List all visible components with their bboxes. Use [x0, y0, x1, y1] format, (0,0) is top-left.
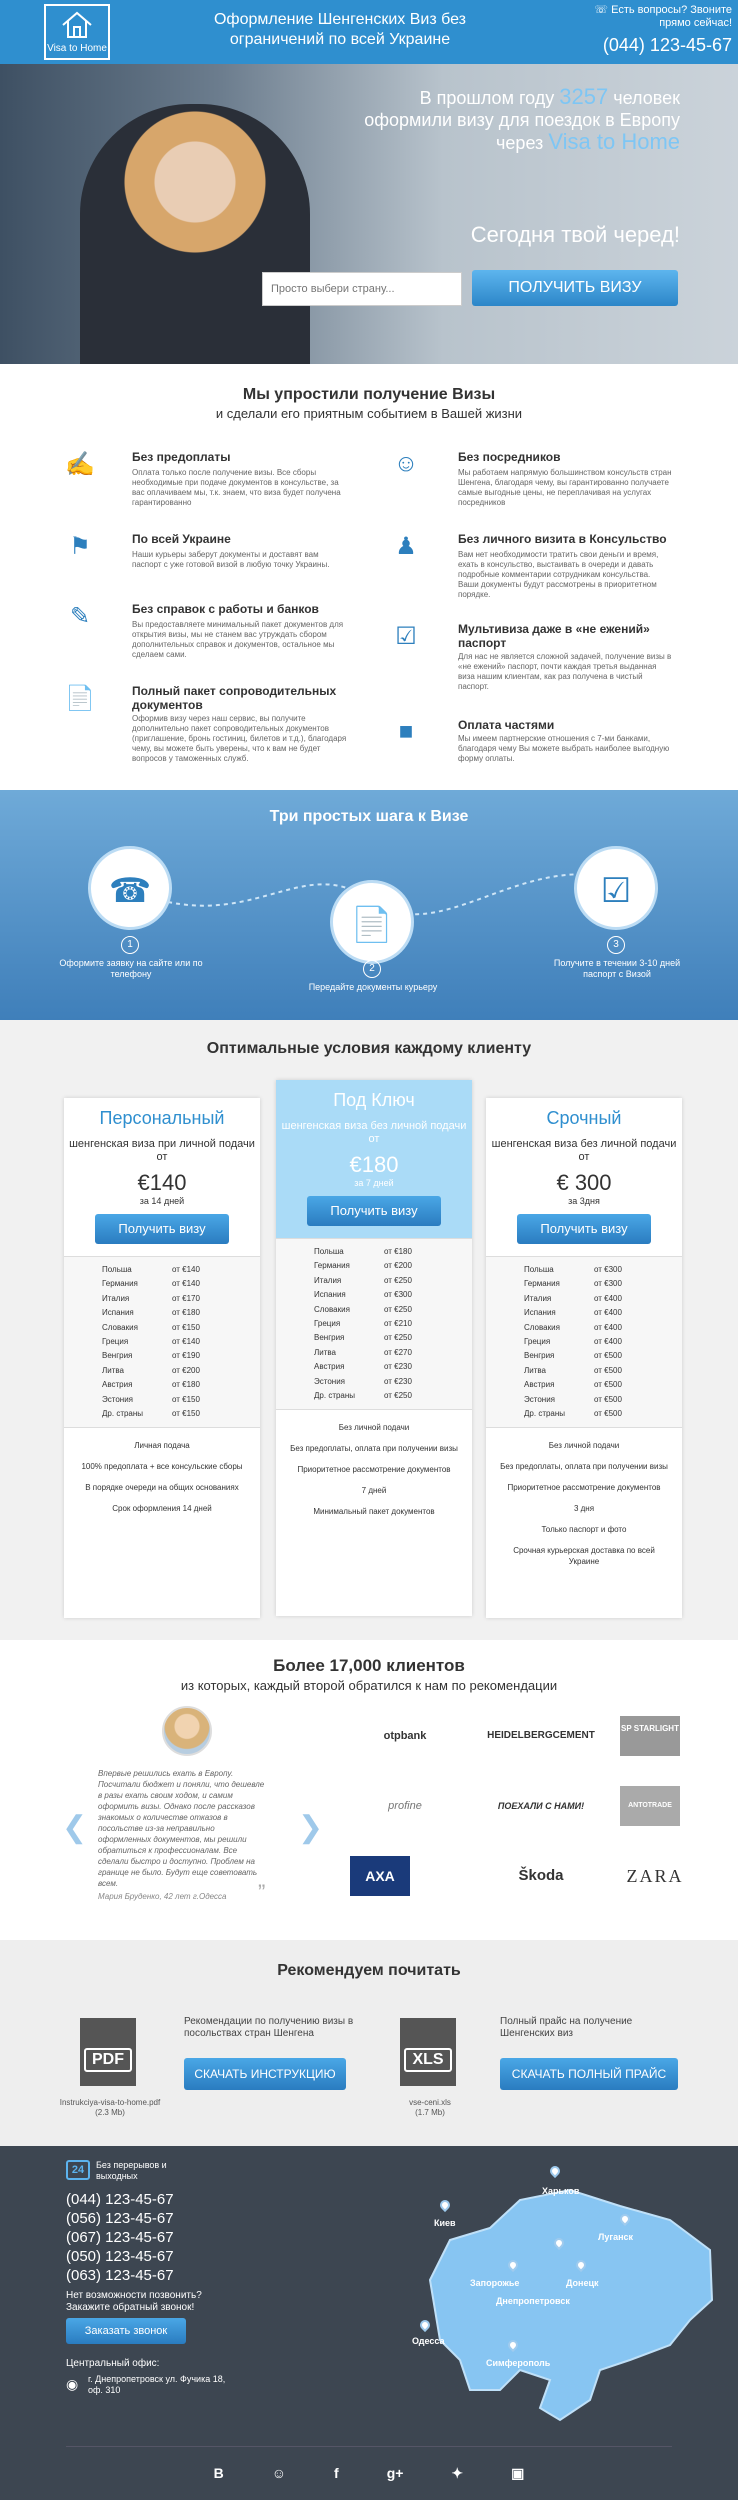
- plan-duration: за 7 дней: [354, 1178, 394, 1188]
- price-row: [524, 1364, 682, 1378]
- price-row: [102, 1407, 260, 1421]
- country-name: Греция: [102, 1337, 129, 1347]
- price-row: [524, 1292, 682, 1306]
- price-row: [102, 1277, 260, 1291]
- price-row: [314, 1259, 472, 1273]
- plan-feature: Без личной подачи: [338, 1423, 410, 1433]
- country-price: от €250: [384, 1304, 412, 1314]
- city-label: Днепропетровск: [496, 2296, 570, 2306]
- country-name: Италия: [524, 1293, 552, 1303]
- country-price: от €500: [594, 1380, 622, 1390]
- instagram-icon[interactable]: ▣: [511, 2464, 525, 2481]
- steps-title: Три простых шага к Визе: [269, 808, 469, 825]
- country-price: от €270: [384, 1347, 412, 1357]
- checkbox-icon: ☑: [395, 623, 417, 650]
- xls-file-icon: [400, 2018, 456, 2086]
- feature-title: Полный пакет сопроводительных документов: [132, 684, 337, 712]
- price-table: [64, 1256, 260, 1428]
- country-price: от €200: [172, 1365, 200, 1375]
- hours-badge: 24: [66, 2160, 90, 2180]
- get-visa-plan-button[interactable]: Получить визу: [517, 1214, 651, 1244]
- phone-small-icon: ☏: [594, 4, 609, 16]
- country-name: Литва: [102, 1365, 124, 1375]
- footer-phone[interactable]: (050) 123-45-67: [66, 2248, 174, 2265]
- hero-line2: оформили визу для поездок в Европу: [364, 110, 680, 130]
- country-price: от €250: [384, 1391, 412, 1401]
- vk-icon[interactable]: B: [213, 2465, 224, 2481]
- price-row: [314, 1331, 472, 1345]
- office-address: г. Днепропетровск ул. Фучика 18, оф. 310: [88, 2374, 226, 2395]
- country-name: Др. страны: [524, 1409, 566, 1419]
- price-row: [524, 1263, 682, 1277]
- country-price: от €180: [172, 1380, 200, 1390]
- twitter-icon[interactable]: ✦: [451, 2464, 464, 2481]
- plan-desc: шенгенская виза без личной подачи от: [491, 1138, 677, 1163]
- hand-money-icon: ✍: [65, 451, 95, 478]
- country-name: Эстония: [524, 1394, 555, 1404]
- country-price: от €230: [384, 1362, 412, 1372]
- chevron-left-icon[interactable]: ❮: [62, 1811, 88, 1844]
- country-name: Испания: [524, 1308, 556, 1318]
- country-price: от €250: [384, 1333, 412, 1343]
- feature-title: Без справок с работы и банков: [132, 602, 319, 616]
- city-label: Одесса: [412, 2336, 445, 2346]
- footer-phone[interactable]: (044) 123-45-67: [66, 2191, 174, 2208]
- brand-logo: SP STARLIGHT: [620, 1716, 680, 1756]
- city-label: Запорожье: [470, 2278, 520, 2288]
- clients-subtitle: из которых, каждый второй обратился к нам по рекомендации: [180, 1678, 558, 1693]
- callback-button[interactable]: Заказать звонок: [66, 2318, 186, 2344]
- step-label: Передайте документы курьеру: [308, 982, 438, 992]
- country-name: Германия: [524, 1279, 560, 1289]
- file-name: [370, 2098, 490, 2118]
- price-row: [314, 1303, 472, 1317]
- feature-title: Без предоплаты: [132, 450, 231, 464]
- phone-icon: ☎: [88, 846, 172, 930]
- country-name: Испания: [102, 1308, 134, 1318]
- country-price: от €300: [384, 1290, 412, 1300]
- price-row: [314, 1274, 472, 1288]
- country-name: Словакия: [524, 1322, 560, 1332]
- recommend-desc: Полный прайс на получение Шенгенских виз: [500, 2016, 633, 2039]
- features-subtitle: и сделали его приятным событием в Вашей жизни: [215, 406, 523, 421]
- country-name: Польша: [524, 1265, 554, 1274]
- country-price: от €150: [172, 1394, 200, 1404]
- country-price: от €500: [594, 1351, 622, 1361]
- avatar: [162, 1706, 212, 1756]
- price-row: [102, 1321, 260, 1335]
- country-name: Венгрия: [314, 1333, 345, 1343]
- testimonial-text: Впервые решились ехать в Европу. Посчитали бюджет и поняли, что дешевле в разы ехать своим ходом, и самим оформить визы. Однако после рассказов знакомых о количестве отказов в посольстве из-за неправильно оформленных документов, мы решили обратиться к профессионалам. Все сделали быстро и доступно. Проблем на границе не было. Будут еще советовать всем.: [98, 1769, 265, 1888]
- country-name: Словакия: [314, 1304, 350, 1314]
- hero-line1b: человек: [613, 88, 680, 108]
- brand-logo: HEIDELBERGCEMENT: [487, 1730, 595, 1741]
- feature-desc: Оформив визу через наш сервис, вы получите дополнительно пакет сопроводительных документов (приглашение, бронь гостиниц, билетов и т.д.), благодаря чему, вы можете быть уверены, что к вам не будет вопросов у таможенных служб.: [132, 714, 347, 763]
- country-price: от €140: [172, 1337, 200, 1347]
- city-label: Киев: [434, 2218, 456, 2228]
- plan-desc: шенгенская виза без личной подачи от: [281, 1120, 467, 1145]
- price-row: [524, 1393, 682, 1407]
- download-price-button[interactable]: СКАЧАТЬ ПОЛНЫЙ ПРАЙС: [500, 2058, 678, 2090]
- price-row: [102, 1263, 260, 1277]
- country-name: Испания: [314, 1290, 346, 1300]
- plan-price: €180: [349, 1152, 399, 1177]
- country-price: от €230: [384, 1376, 412, 1386]
- country-name: Др. страны: [102, 1409, 144, 1419]
- price-row: [102, 1378, 260, 1392]
- country-name: Польша: [314, 1247, 344, 1256]
- file-size: (1.7 Mb): [415, 2108, 445, 2117]
- ok-icon[interactable]: ☺: [271, 2465, 287, 2481]
- file-name-text: Instrukciya-visa-to-home.pdf: [59, 2098, 161, 2107]
- plan-feature: Без предоплаты, оплата при получении визы: [290, 1444, 458, 1454]
- country-price: от €300: [594, 1265, 622, 1274]
- person-desk-icon: ♟: [395, 533, 417, 560]
- file-name-text: vse-ceni.xls: [409, 2098, 451, 2107]
- plan-feature: 3 дня: [573, 1504, 595, 1514]
- plan-feature: Срочная курьерская доставка по всей Украине: [513, 1546, 655, 1567]
- pdf-file-icon: [80, 2018, 136, 2086]
- price-row: [314, 1245, 472, 1259]
- features-title: Мы упростили получение Визы: [242, 386, 496, 403]
- download-instruction-button[interactable]: СКАЧАТЬ ИНСТРУКЦИЮ: [184, 2058, 346, 2090]
- get-visa-button[interactable]: ПОЛУЧИТЬ ВИЗУ: [472, 270, 678, 306]
- step-number: 2: [363, 960, 381, 978]
- contact-question-text: Есть вопросы? Звоните прямо сейчас!: [611, 4, 732, 29]
- plan-feature: Без личной подачи: [548, 1441, 620, 1451]
- people-icon: ☺: [393, 450, 419, 477]
- step-number: 1: [121, 936, 139, 954]
- country-name: Австрия: [314, 1362, 345, 1372]
- city-label: Луганск: [598, 2232, 634, 2242]
- plan-feature: В порядке очереди на общих основаниях: [85, 1483, 239, 1493]
- recommend-desc: Рекомендации по получению визы в посольствах стран Шенгена: [184, 2016, 354, 2039]
- file-type-label: PDF: [84, 2048, 132, 2072]
- header-tagline: Оформление Шенгенских Виз без ограничений по всей Украине: [213, 11, 466, 48]
- logo[interactable]: [44, 4, 110, 60]
- feature-title: Оплата частями: [458, 718, 555, 732]
- city-label: Донецк: [566, 2278, 599, 2288]
- country-price: от €400: [594, 1337, 622, 1347]
- country-price: от €400: [594, 1322, 622, 1332]
- get-visa-plan-button[interactable]: Получить визу: [95, 1214, 229, 1244]
- header-contact: [560, 4, 732, 56]
- feature-desc: Наши курьеры заберут документы и доставят вам паспорт с уже готовой визой в любую точку Украины.: [132, 550, 330, 569]
- feature-title: Без личного визита в Консульство: [458, 532, 667, 546]
- plan-duration: за 3дня: [568, 1196, 600, 1206]
- plan-name: Персональный: [99, 1108, 225, 1128]
- country-input[interactable]: [262, 272, 462, 306]
- country-price: от €300: [594, 1279, 622, 1289]
- footer-phone[interactable]: (056) 123-45-67: [66, 2210, 174, 2227]
- feature-desc: Для нас не является сложной задачей, получение визы в «не ежений» паспорт, почти каждая третья выданная виза нашим клиентам, как раз получена в чистый паспорт.: [458, 652, 672, 691]
- price-table: [276, 1238, 472, 1410]
- feature-desc: Вы предоставляете минимальный пакет документов для открытия визы, мы не станем вас утруждать сбором дополнительных справок и документов, остальное мы сделаем сами.: [132, 620, 344, 659]
- quote-mark-icon: ”: [258, 1880, 266, 1905]
- country-price: от €500: [594, 1409, 622, 1419]
- hero-line1: В прошлом году: [419, 88, 555, 108]
- country-price: от €180: [384, 1247, 412, 1256]
- country-name: Германия: [314, 1261, 350, 1271]
- document-check-icon: 📄: [65, 685, 95, 712]
- city-label: Харьков: [542, 2186, 580, 2196]
- country-price: от €210: [384, 1319, 412, 1329]
- location-pin-icon: ◉: [66, 2376, 79, 2392]
- document-pen-icon: ✎: [69, 603, 91, 630]
- country-name: Германия: [102, 1279, 138, 1289]
- price-row: [102, 1393, 260, 1407]
- country-name: Др. страны: [314, 1391, 356, 1401]
- plan-name: Срочный: [546, 1108, 622, 1128]
- google-plus-icon[interactable]: g+: [386, 2465, 404, 2481]
- hero-count: 3257: [559, 84, 609, 109]
- plan-price: €140: [137, 1170, 187, 1195]
- plan-feature: Приоритетное рассмотрение документов: [507, 1483, 661, 1493]
- office-label: Центральный офис:: [66, 2358, 160, 2369]
- city-label: Симферополь: [486, 2358, 551, 2368]
- country-price: от €180: [172, 1308, 200, 1318]
- brand-logo: ПОЕХАЛИ С НАМИ!: [497, 1801, 585, 1811]
- country-name: Греция: [314, 1319, 341, 1329]
- chevron-right-icon[interactable]: ❯: [298, 1811, 324, 1844]
- brand-logo: ANTOTRADE: [620, 1786, 680, 1826]
- country-name: Польша: [102, 1265, 132, 1274]
- feature-title: По всей Украине: [132, 532, 231, 546]
- country-name: Эстония: [102, 1394, 133, 1404]
- feature-desc: Мы имеем партнерские отношения с 7-ми банками, благодаря чему Вы можете выбрать наиболее выгодную форму оплаты.: [458, 734, 670, 763]
- price-row: [102, 1335, 260, 1349]
- price-row: [102, 1349, 260, 1363]
- country-name: Словакия: [102, 1322, 138, 1332]
- testimonial-author: Мария Бруденко, 42 лет г.Одесса: [98, 1892, 227, 1901]
- price-row: [314, 1389, 472, 1403]
- footer-phone[interactable]: (067) 123-45-67: [66, 2229, 174, 2246]
- hero-turn: Сегодня твой черед!: [470, 222, 680, 247]
- country-name: Австрия: [102, 1380, 133, 1390]
- country-name: Литва: [524, 1365, 546, 1375]
- country-price: от €140: [172, 1279, 200, 1289]
- plan-feature: Личная подача: [134, 1441, 190, 1451]
- footer-divider: [66, 2446, 672, 2447]
- hero-brand: Visa to Home: [548, 129, 680, 154]
- price-row: [524, 1335, 682, 1349]
- money-icon: ■: [398, 718, 414, 745]
- price-row: [314, 1346, 472, 1360]
- price-row: [524, 1407, 682, 1421]
- price-row: [524, 1321, 682, 1335]
- brand-logo: Škoda: [518, 1867, 564, 1884]
- footer-phones: [66, 2190, 174, 2285]
- feature-title: Мультивиза даже в «не ежений» паспорт: [458, 622, 650, 650]
- documents-icon: 📄: [330, 880, 414, 964]
- price-row: [102, 1292, 260, 1306]
- country-name: Эстония: [314, 1376, 345, 1386]
- country-name: Литва: [314, 1347, 336, 1357]
- pricing-title: Оптимальные условия каждому клиенту: [206, 1040, 532, 1057]
- recommend-title: Рекомендуем почитать: [277, 1962, 461, 1979]
- ukraine-map-icon: ⚑: [69, 533, 91, 560]
- file-type-label: XLS: [404, 2048, 452, 2072]
- plan-feature: 7 дней: [361, 1486, 387, 1496]
- country-name: Греция: [524, 1337, 551, 1347]
- header-phone[interactable]: (044) 123-45-67: [602, 35, 732, 55]
- price-row: [314, 1375, 472, 1389]
- country-price: от €250: [384, 1275, 412, 1285]
- price-row: [524, 1306, 682, 1320]
- price-row: [314, 1360, 472, 1374]
- hero-line3: через: [496, 133, 544, 153]
- country-price: от €170: [172, 1293, 200, 1303]
- logo-text: Visa to Home: [47, 43, 107, 54]
- plan-card-personal: [64, 1098, 260, 1618]
- hero-photo: [80, 104, 310, 364]
- brand-logo: AXA: [350, 1856, 410, 1896]
- house-icon: [60, 10, 94, 40]
- country-price: от €500: [594, 1394, 622, 1404]
- plan-feature: 100% предоплата + все консульские сборы: [81, 1462, 243, 1472]
- country-price: от €400: [594, 1308, 622, 1318]
- plan-feature: Приоритетное рассмотрение документов: [297, 1465, 451, 1475]
- hours-text: Без перерывов и выходных: [96, 2160, 167, 2181]
- price-row: [102, 1364, 260, 1378]
- file-name: [40, 2098, 180, 2118]
- step-label: Получите в течении 3-10 дней паспорт с Визой: [553, 958, 681, 979]
- price-row: [314, 1288, 472, 1302]
- footer-phone[interactable]: (063) 123-45-67: [66, 2267, 174, 2284]
- feature-desc: Оплата только после получение визы. Все сборы необходимые при подаче документов в консульстве, за вас оплачиваем мы, т.к. знаем, что виза будет получена гарантированно: [132, 468, 341, 507]
- plan-feature: Минимальный пакет документов: [313, 1507, 435, 1517]
- plan-desc: шенгенская виза при личной подачи от: [69, 1138, 255, 1163]
- price-row: [524, 1378, 682, 1392]
- country-price: от €140: [172, 1265, 200, 1274]
- plan-card-urgent: [486, 1098, 682, 1618]
- plan-features: [276, 1422, 472, 1541]
- plan-feature: Без предоплаты, оплата при получении визы: [500, 1462, 668, 1472]
- price-row: [524, 1349, 682, 1363]
- feature-title: Без посредников: [458, 450, 561, 464]
- social-links: [0, 2458, 738, 2488]
- plan-features: [64, 1440, 260, 1538]
- plan-duration: за 14 дней: [139, 1196, 185, 1206]
- plan-feature: Срок оформления 14 дней: [112, 1504, 212, 1514]
- country-price: от €150: [172, 1322, 200, 1332]
- country-name: Венгрия: [102, 1351, 133, 1361]
- passport-icon: ☑: [574, 846, 658, 930]
- country-name: Италия: [314, 1275, 342, 1285]
- plan-card-turnkey: [276, 1080, 472, 1616]
- plan-name: Под Ключ: [333, 1090, 415, 1110]
- country-name: Венгрия: [524, 1351, 555, 1361]
- hero-text: [360, 86, 680, 154]
- price-row: [524, 1277, 682, 1291]
- plan-price: € 300: [556, 1170, 612, 1195]
- brand-logo: profine: [388, 1800, 422, 1812]
- country-price: от €200: [384, 1261, 412, 1271]
- country-price: от €150: [172, 1409, 200, 1419]
- country-name: Австрия: [524, 1380, 555, 1390]
- step-number: 3: [607, 936, 625, 954]
- step-label: Оформите заявку на сайте или по телефону: [59, 958, 203, 979]
- get-visa-plan-button[interactable]: Получить визу: [307, 1196, 441, 1226]
- price-table: [486, 1256, 682, 1428]
- brand-logo: ZARA: [626, 1866, 684, 1886]
- country-price: от €500: [594, 1365, 622, 1375]
- brand-logo: otpbank: [383, 1730, 427, 1742]
- clients-title: Более 17,000 клиентов: [273, 1656, 465, 1675]
- country-price: от €190: [172, 1351, 200, 1361]
- contact-question: [560, 4, 732, 30]
- country-name: Италия: [102, 1293, 130, 1303]
- price-row: [102, 1306, 260, 1320]
- callback-question: Нет возможности позвонить? Закажите обратный звонок!: [66, 2290, 202, 2313]
- country-price: от €400: [594, 1293, 622, 1303]
- feature-desc: Вам нет необходимости тратить свои деньги и время, ехать в консульство, выстаивать в очереди и давать подробные комментарии сотрудникам консульства. Ваши документы будут рассмотрены в приоритетном порядке.: [458, 550, 659, 599]
- file-size: (2.3 Mb): [95, 2108, 125, 2117]
- plan-highlight: [276, 1080, 472, 1238]
- feature-desc: Мы работаем напрямую большинством консульств стран Шенгена, благодаря чему, вы гарантированно получаете самые выгодные цены, не переплачивая на услугах посредников: [458, 468, 672, 507]
- plan-features: [486, 1440, 682, 1591]
- plan-feature: Только паспорт и фото: [541, 1525, 627, 1535]
- ukraine-map: [420, 2170, 720, 2440]
- price-row: [314, 1317, 472, 1331]
- facebook-icon[interactable]: f: [334, 2465, 339, 2481]
